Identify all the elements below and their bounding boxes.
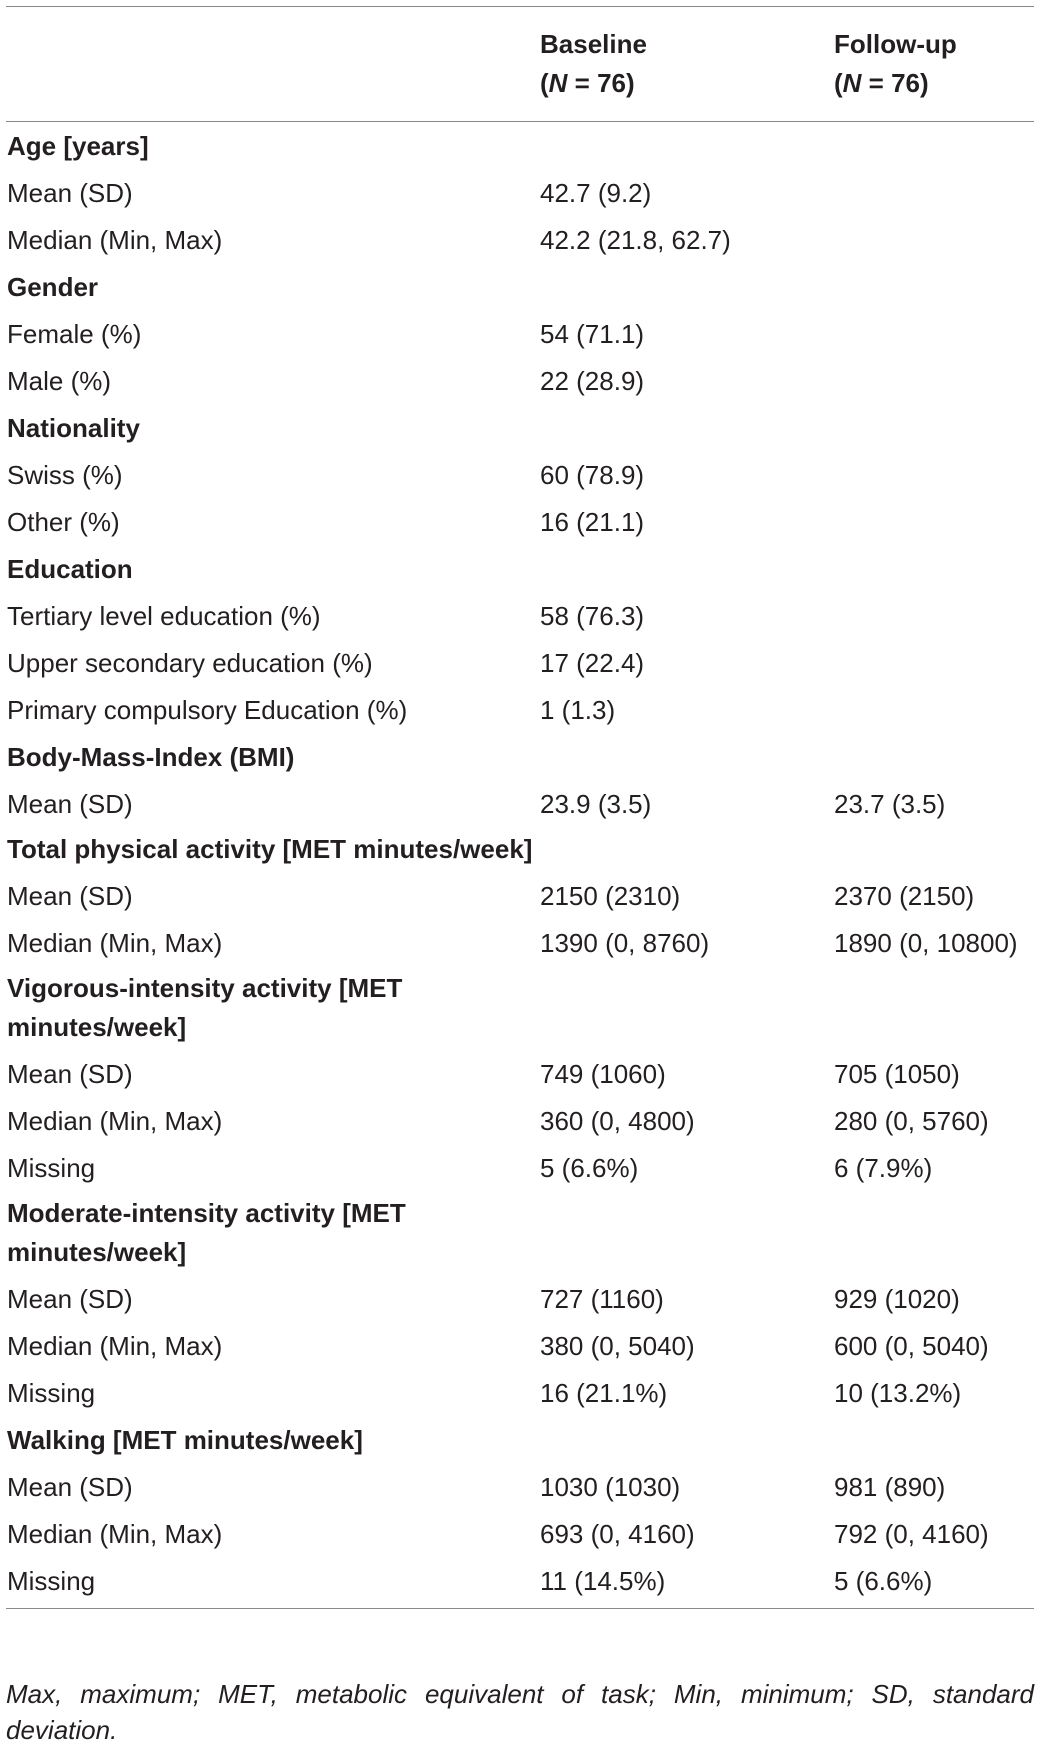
- baseline-value: 727 (1160): [540, 1283, 664, 1314]
- row-label: Mean (SD): [7, 880, 133, 911]
- section-row: [6, 966, 1034, 1050]
- row-label: Median (Min, Max): [7, 1518, 223, 1549]
- table-body: [6, 122, 1034, 1609]
- row-label: Median (Min, Max): [7, 224, 223, 255]
- baseline-value: 749 (1060): [540, 1058, 666, 1089]
- table-row: [6, 1510, 1034, 1557]
- baseline-value: 54 (71.1): [540, 318, 645, 349]
- row-label: Mean (SD): [7, 1058, 133, 1089]
- table-row: [6, 686, 1034, 733]
- empty-cell: [834, 966, 1034, 1050]
- row-label: Mean (SD): [7, 177, 133, 208]
- table-row: [6, 1144, 1034, 1191]
- followup-value: 6 (7.9%): [834, 1152, 933, 1183]
- paren-open: (: [540, 68, 549, 98]
- followup-value: 1890 (0, 10800): [834, 927, 1018, 958]
- followup-value: 10 (13.2%): [834, 1377, 962, 1408]
- header-row: [6, 7, 1034, 122]
- row-label: Mean (SD): [7, 788, 133, 819]
- table-row: [6, 169, 1034, 216]
- table-row: [6, 919, 1034, 966]
- baseline-value: 5 (6.6%): [540, 1152, 639, 1183]
- baseline-value: 360 (0, 4800): [540, 1105, 695, 1136]
- section-row: [6, 404, 1034, 451]
- followup-value: [834, 451, 1034, 498]
- row-label: Median (Min, Max): [7, 1330, 223, 1361]
- table-row: [6, 1322, 1034, 1369]
- baseline-value: 2150 (2310): [540, 880, 681, 911]
- empty-cell: [540, 1416, 834, 1463]
- table-row: [6, 1557, 1034, 1609]
- section-label: Body-Mass-Index (BMI): [7, 741, 295, 772]
- table-row: [6, 310, 1034, 357]
- header-followup-n: [834, 64, 1034, 103]
- baseline-value: 17 (22.4): [540, 647, 645, 678]
- section-label: Gender: [7, 271, 99, 302]
- followup-value: [834, 686, 1034, 733]
- followup-value: [834, 169, 1034, 216]
- n-symbol: N: [842, 68, 862, 98]
- baseline-value: 23.9 (3.5): [540, 788, 652, 819]
- followup-value: 5 (6.6%): [834, 1557, 1034, 1609]
- empty-cell: [834, 263, 1034, 310]
- n-value: = 76): [861, 68, 929, 98]
- empty-cell: [540, 827, 834, 872]
- followup-value: 2370 (2150): [834, 880, 975, 911]
- row-label: Median (Min, Max): [7, 927, 223, 958]
- row-label: Male (%): [7, 365, 112, 396]
- empty-cell: [834, 827, 1034, 872]
- n-value: = 76): [567, 68, 635, 98]
- empty-cell: [834, 122, 1034, 170]
- followup-value: 23.7 (3.5): [834, 788, 946, 819]
- section-row: [6, 545, 1034, 592]
- followup-value: 929 (1020): [834, 1283, 960, 1314]
- baseline-value: 60 (78.9): [540, 459, 645, 490]
- section-row: [6, 1191, 1034, 1275]
- followup-value: [834, 357, 1034, 404]
- empty-cell: [540, 263, 834, 310]
- section-label: Age [years]: [7, 130, 149, 161]
- baseline-value: 42.7 (9.2): [540, 177, 652, 208]
- row-label: Missing: [7, 1152, 96, 1183]
- followup-value: [834, 498, 1034, 545]
- section-label: Nationality: [7, 412, 140, 443]
- header-followup-title: Follow-up: [834, 29, 957, 59]
- row-label: Mean (SD): [7, 1471, 133, 1502]
- row-label: Missing: [6, 1557, 540, 1609]
- header-baseline-title: Baseline: [540, 29, 647, 59]
- n-symbol: N: [548, 68, 568, 98]
- section-row: [6, 263, 1034, 310]
- section-label: Vigorous-intensity activity [MET minutes/week]: [7, 973, 403, 1042]
- row-label: Mean (SD): [7, 1283, 133, 1314]
- section-label: Moderate-intensity activity [MET minutes/week]: [7, 1198, 406, 1267]
- row-label: Median (Min, Max): [7, 1105, 223, 1136]
- empty-cell: [834, 545, 1034, 592]
- followup-value: 981 (890): [834, 1471, 946, 1502]
- row-label: Primary compulsory Education (%): [7, 694, 408, 725]
- empty-cell: [834, 733, 1034, 780]
- followup-value: [834, 639, 1034, 686]
- table-footnote: Max, maximum; MET, metabolic equivalent of task; Min, minimum; SD, standard deviation.: [6, 1679, 1034, 1745]
- characteristics-table: [6, 6, 1034, 1609]
- section-row: [6, 122, 1034, 170]
- baseline-value: 11 (14.5%): [540, 1557, 834, 1609]
- baseline-value: 22 (28.9): [540, 365, 645, 396]
- section-row: [6, 733, 1034, 780]
- section-label: Walking [MET minutes/week]: [7, 1424, 363, 1455]
- baseline-value: 16 (21.1%): [540, 1377, 668, 1408]
- section-label: Total physical activity [MET minutes/week]: [7, 834, 533, 864]
- table-row: [6, 592, 1034, 639]
- row-label: Tertiary level education (%): [7, 600, 321, 631]
- table-header: [6, 7, 1034, 122]
- baseline-value: 58 (76.3): [540, 600, 645, 631]
- followup-value: [834, 310, 1034, 357]
- baseline-value: 16 (21.1): [540, 506, 645, 537]
- paren-open: (: [834, 68, 843, 98]
- empty-cell: [834, 1191, 1034, 1275]
- table-row: [6, 1097, 1034, 1144]
- table-row: [6, 1463, 1034, 1510]
- table-row: [6, 780, 1034, 827]
- baseline-value: 1030 (1030): [540, 1471, 681, 1502]
- header-followup: [834, 7, 1034, 122]
- section-label: Education: [7, 553, 133, 584]
- followup-value: [834, 592, 1034, 639]
- baseline-value: 380 (0, 5040): [540, 1330, 695, 1361]
- baseline-value: 1 (1.3): [540, 694, 616, 725]
- followup-value: 280 (0, 5760): [834, 1105, 989, 1136]
- empty-cell: [540, 733, 834, 780]
- table-row: [6, 1275, 1034, 1322]
- header-baseline: [540, 7, 834, 122]
- empty-cell: [540, 1191, 834, 1275]
- table-row: [6, 872, 1034, 919]
- row-label: Missing: [7, 1377, 96, 1408]
- empty-cell: [540, 966, 834, 1050]
- table-row: [6, 216, 1034, 263]
- empty-cell: [540, 545, 834, 592]
- followup-value: 705 (1050): [834, 1058, 960, 1089]
- table-row: [6, 1369, 1034, 1416]
- followup-value: 600 (0, 5040): [834, 1330, 989, 1361]
- header-baseline-n: [540, 64, 834, 103]
- table-row: [6, 498, 1034, 545]
- empty-cell: [540, 122, 834, 170]
- empty-cell: [834, 404, 1034, 451]
- followup-value: 792 (0, 4160): [834, 1518, 989, 1549]
- section-row: [6, 827, 1034, 872]
- row-label: Swiss (%): [7, 459, 123, 490]
- baseline-value: 693 (0, 4160): [540, 1518, 695, 1549]
- empty-cell: [834, 1416, 1034, 1463]
- baseline-value: 42.2 (21.8, 62.7): [540, 224, 731, 255]
- row-label: Other (%): [7, 506, 120, 537]
- table-row: [6, 357, 1034, 404]
- table-row: [6, 1050, 1034, 1097]
- baseline-value: 1390 (0, 8760): [540, 927, 710, 958]
- followup-value: [834, 216, 1034, 263]
- section-row: [6, 1416, 1034, 1463]
- header-empty-cell: [6, 7, 540, 122]
- table-row: [6, 639, 1034, 686]
- row-label: Female (%): [7, 318, 142, 349]
- empty-cell: [540, 404, 834, 451]
- row-label: Upper secondary education (%): [7, 647, 373, 678]
- table-row: [6, 451, 1034, 498]
